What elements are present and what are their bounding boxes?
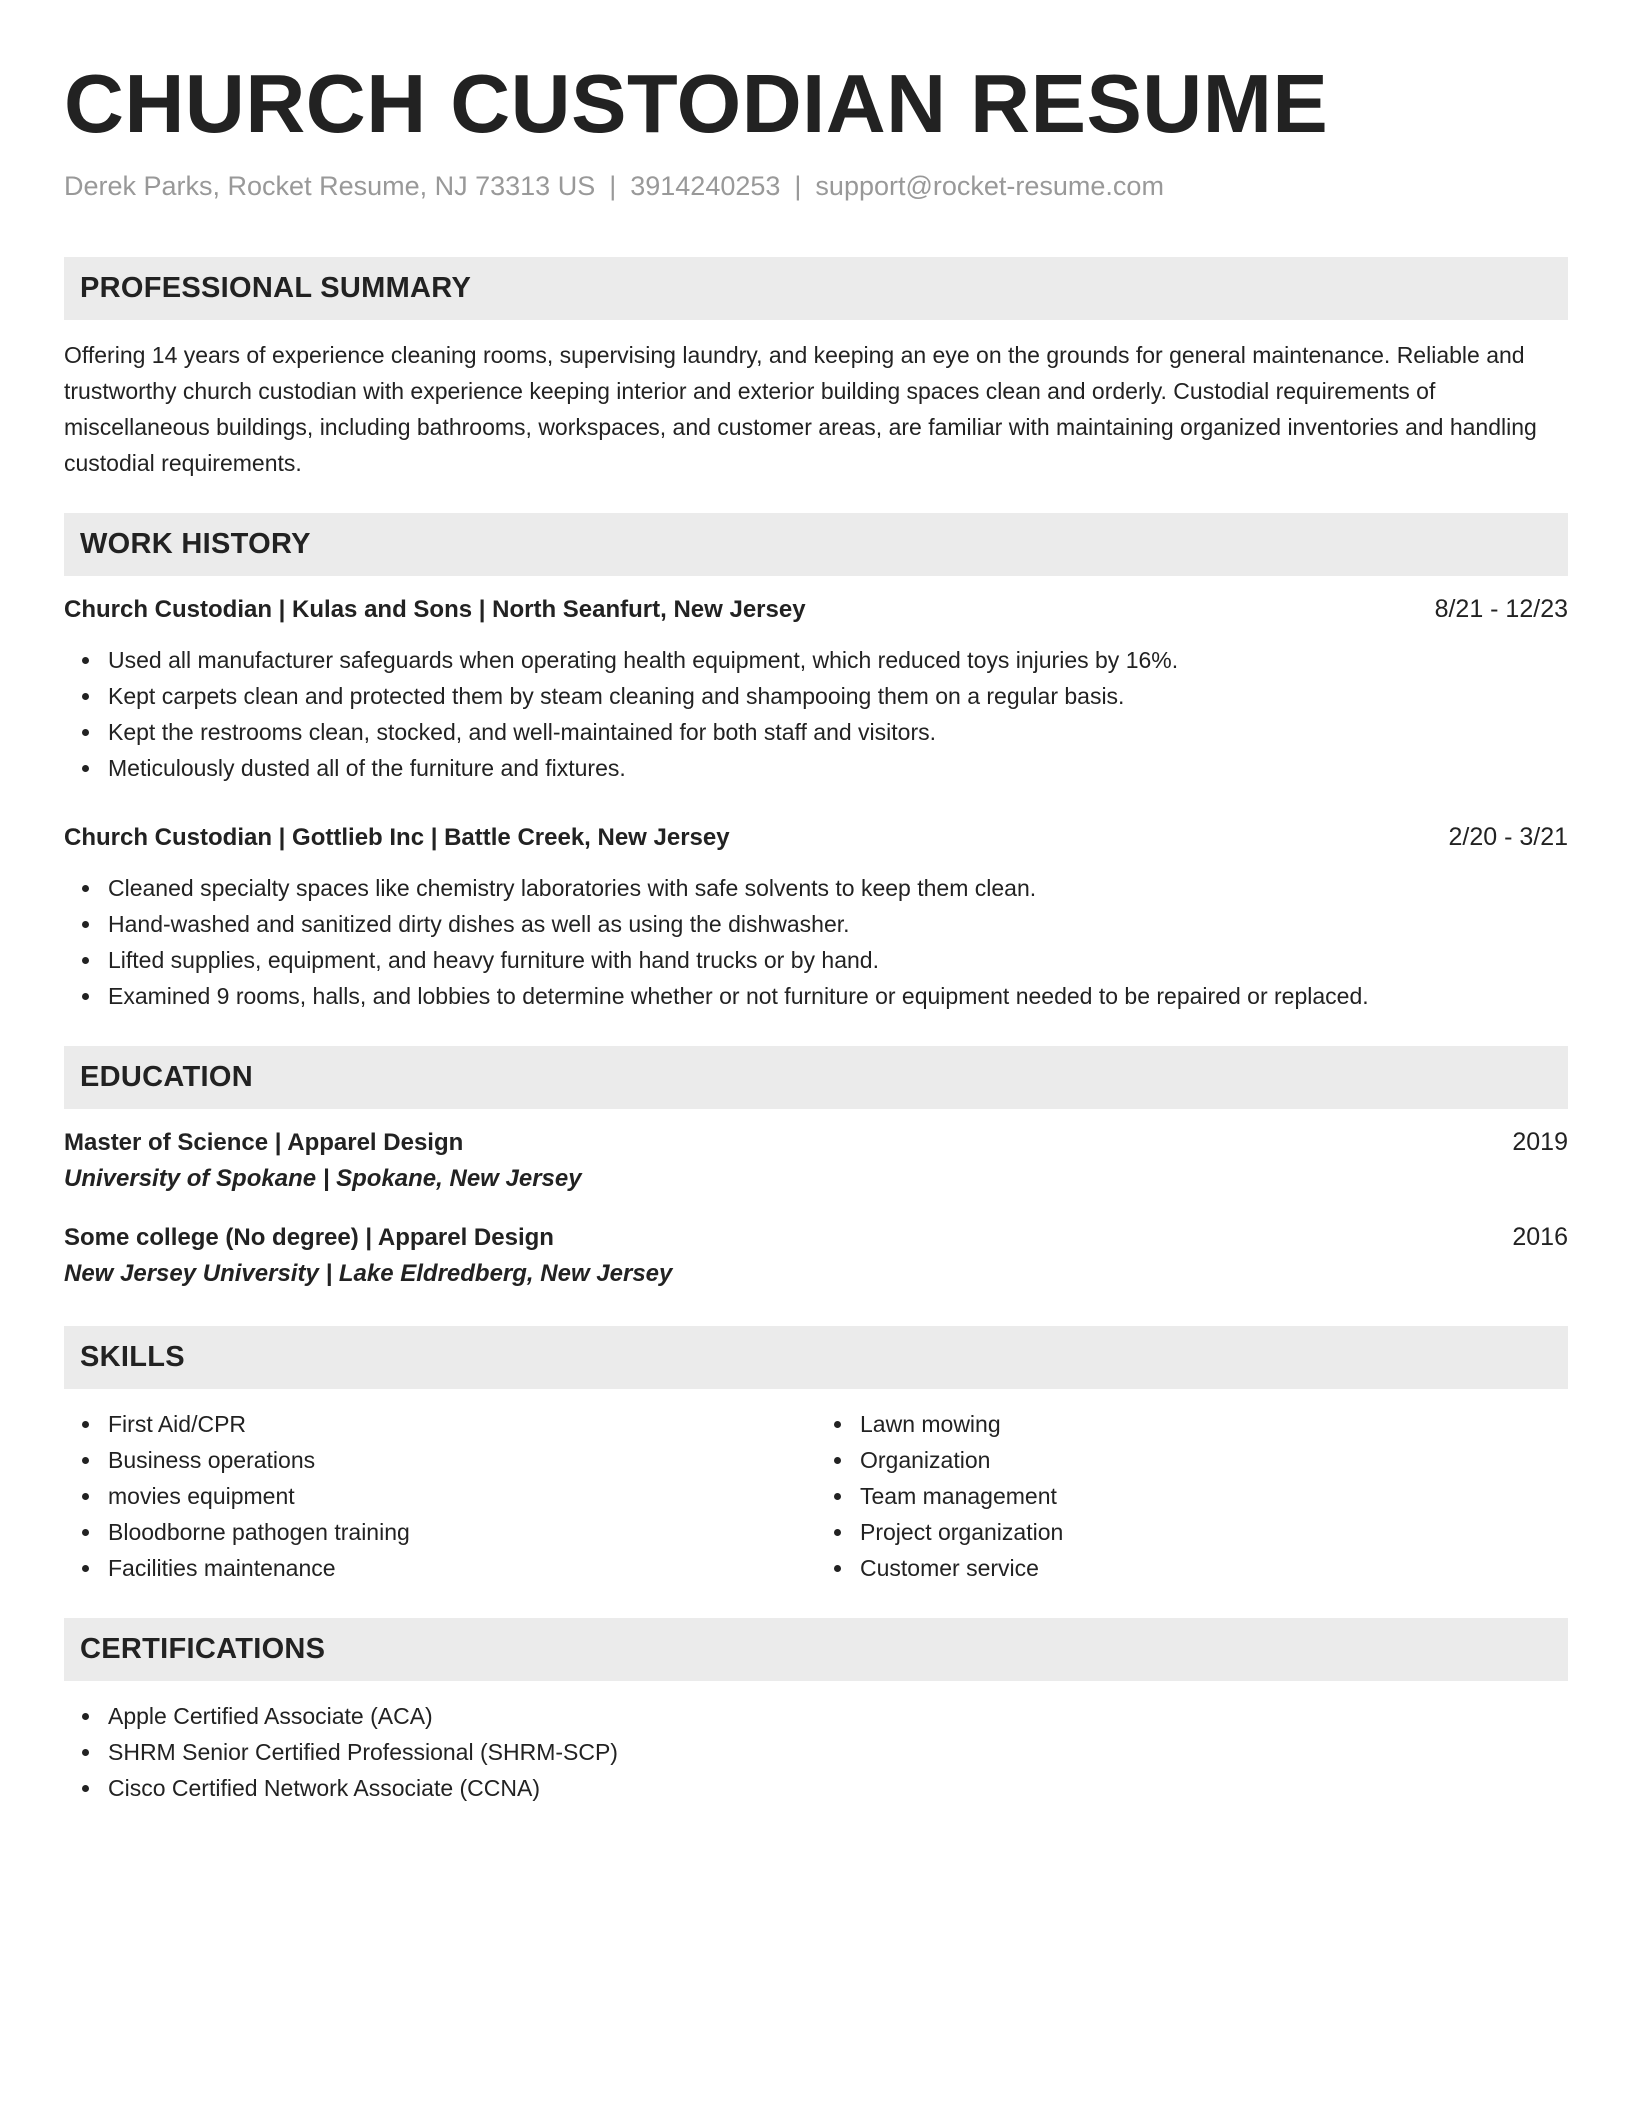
certification-item: Apple Certified Associate (ACA) bbox=[108, 1698, 1568, 1734]
job-duty: Hand-washed and sanitized dirty dishes as well as using the dishwasher. bbox=[108, 906, 1568, 942]
skill-item: Project organization bbox=[860, 1514, 1568, 1550]
contact-line bbox=[64, 169, 1568, 204]
education-entry bbox=[64, 1128, 1568, 1193]
education-school: University of Spokane | Spokane, New Jersey bbox=[64, 1164, 582, 1192]
contact-phone: 3914240253 bbox=[630, 171, 781, 202]
certifications-list bbox=[64, 1698, 1568, 1806]
job-entry bbox=[64, 823, 1568, 1014]
skill-item: Facilities maintenance bbox=[108, 1550, 816, 1586]
skills-list bbox=[64, 1406, 816, 1586]
resume-title: CHURCH CUSTODIAN RESUME bbox=[64, 57, 1329, 150]
section-heading-summary: PROFESSIONAL SUMMARY bbox=[64, 257, 1568, 320]
education-header bbox=[64, 1128, 1568, 1157]
job-duty: Kept the restrooms clean, stocked, and well-maintained for both staff and visitors. bbox=[108, 714, 1568, 750]
job-title: Church Custodian | Gottlieb Inc | Battle Creek, New Jersey bbox=[64, 823, 730, 851]
summary-text: Offering 14 years of experience cleaning rooms, supervising laundry, and keeping an eye on the grounds for general maintenance. Reliable and trustworthy church custodian with experience keeping interior and exterior building spaces clean and orderly. Custodial requirements of miscellaneous buildings, including bathrooms, workspaces, and customer areas, are familiar with maintaining organized inventories and handling custodial requirements. bbox=[64, 341, 1537, 476]
skill-item: Team management bbox=[860, 1478, 1568, 1514]
certification-item: SHRM Senior Certified Professional (SHRM-SCP) bbox=[108, 1734, 1568, 1770]
education-header bbox=[64, 1223, 1568, 1252]
job-header bbox=[64, 595, 1568, 624]
section-heading-certifications: CERTIFICATIONS bbox=[64, 1618, 1568, 1681]
job-dates: 8/21 - 12/23 bbox=[1434, 594, 1568, 623]
job-header bbox=[64, 823, 1568, 852]
job-duty: Meticulously dusted all of the furniture and fixtures. bbox=[108, 750, 1568, 786]
education-degree: Master of Science | Apparel Design bbox=[64, 1128, 464, 1156]
skills-column-right bbox=[816, 1406, 1568, 1586]
job-dates: 2/20 - 3/21 bbox=[1448, 822, 1568, 851]
skill-item: Organization bbox=[860, 1442, 1568, 1478]
job-duties-list bbox=[64, 642, 1568, 786]
skill-item: Customer service bbox=[860, 1550, 1568, 1586]
contact-email: support@rocket-resume.com bbox=[815, 171, 1164, 202]
job-duty: Cleaned specialty spaces like chemistry laboratories with safe solvents to keep them clean. bbox=[108, 870, 1568, 906]
skill-item: Bloodborne pathogen training bbox=[108, 1514, 816, 1550]
education-degree: Some college (No degree) | Apparel Design bbox=[64, 1223, 554, 1251]
job-duty: Lifted supplies, equipment, and heavy furniture with hand trucks or by hand. bbox=[108, 942, 1568, 978]
job-title: Church Custodian | Kulas and Sons | North Seanfurt, New Jersey bbox=[64, 595, 806, 623]
contact-separator: | bbox=[794, 171, 802, 202]
education-year: 2016 bbox=[1512, 1222, 1568, 1251]
job-duty: Examined 9 rooms, halls, and lobbies to determine whether or not furniture or equipment needed to be repaired or replaced. bbox=[108, 978, 1568, 1014]
job-duty: Used all manufacturer safeguards when operating health equipment, which reduced toys injuries by 16%. bbox=[108, 642, 1568, 678]
section-heading-education: EDUCATION bbox=[64, 1046, 1568, 1109]
skills-grid bbox=[64, 1406, 1568, 1586]
skill-item: movies equipment bbox=[108, 1478, 816, 1514]
job-duties-list bbox=[64, 870, 1568, 1014]
job-duty: Kept carpets clean and protected them by steam cleaning and shampooing them on a regular basis. bbox=[108, 678, 1568, 714]
skill-item: Lawn mowing bbox=[860, 1406, 1568, 1442]
skill-item: First Aid/CPR bbox=[108, 1406, 816, 1442]
education-entry bbox=[64, 1223, 1568, 1288]
skills-column-left bbox=[64, 1406, 816, 1586]
contact-address: Derek Parks, Rocket Resume, NJ 73313 US bbox=[64, 171, 596, 202]
contact-separator: | bbox=[609, 171, 617, 202]
job-entry bbox=[64, 595, 1568, 786]
education-school: New Jersey University | Lake Eldredberg, New Jersey bbox=[64, 1259, 673, 1287]
education-year: 2019 bbox=[1512, 1127, 1568, 1156]
skill-item: Business operations bbox=[108, 1442, 816, 1478]
section-heading-skills: SKILLS bbox=[64, 1326, 1568, 1389]
certification-item: Cisco Certified Network Associate (CCNA) bbox=[108, 1770, 1568, 1806]
skills-list bbox=[816, 1406, 1568, 1586]
section-heading-work-history: WORK HISTORY bbox=[64, 513, 1568, 576]
